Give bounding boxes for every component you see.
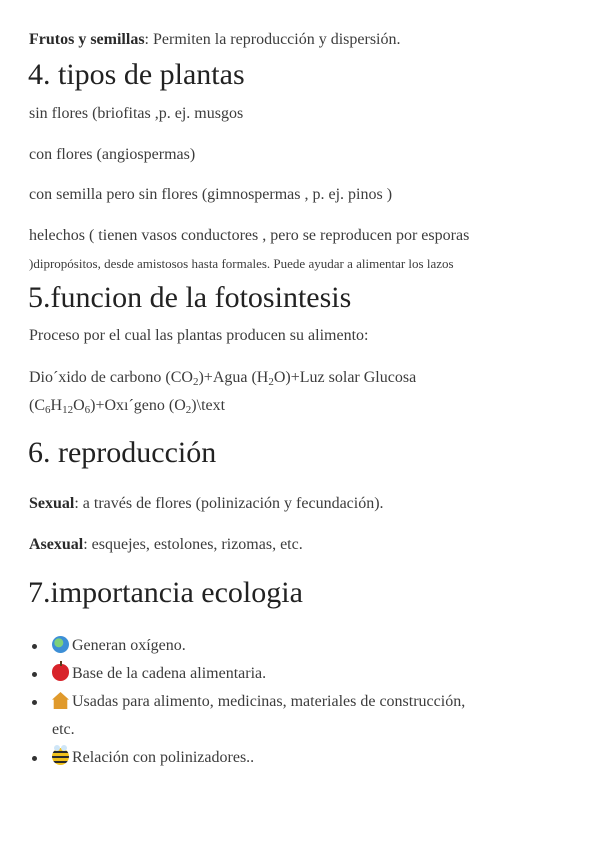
formula-line-2: $(C_6H_{12}O_6)+Oxı´geno$ $(O_2)\backslash text$ bbox=[29, 397, 226, 416]
intro-bold: Frutos y semillas bbox=[29, 31, 145, 48]
list-item: Usadas para alimento, medicinas, materiales de construcción, bbox=[32, 688, 465, 716]
photosynthesis-text: Proceso por el cual las plantas producen su alimento: bbox=[29, 327, 369, 344]
section-5-heading: 5.funcion de la fotosintesis bbox=[28, 281, 352, 314]
plant-type-line-3: con semilla pero sin flores (gimnospermas , p. ej. pinos ) bbox=[29, 186, 393, 203]
plant-type-line-1: sin flores (briofitas ,p. ej. musgos bbox=[29, 105, 244, 122]
list-item: Base de la cadena alimentaria. bbox=[32, 660, 465, 688]
intro-text: : Permiten la reproducción y dispersión. bbox=[144, 31, 401, 48]
section-4-heading: 4. tipos de plantas bbox=[28, 58, 245, 91]
apple-icon bbox=[52, 664, 69, 681]
list-item: Generan oxígeno. bbox=[32, 632, 465, 660]
reproduction-sexual: Sexual: a través de flores (polinización y fecundación). bbox=[29, 495, 384, 512]
formula-line-1: Dio´xido de carbono $(CO_2)+Agua$ $(H_2O)+Luz$ solar Glucosa bbox=[29, 369, 417, 388]
plant-type-line-2: con flores (angiospermas) bbox=[29, 146, 196, 163]
section-6-heading: 6. reproducción bbox=[28, 436, 217, 469]
intro-paragraph bbox=[29, 30, 400, 50]
hut-icon bbox=[52, 692, 69, 709]
list-item-continuation: etc. bbox=[52, 721, 75, 738]
bee-icon bbox=[52, 748, 69, 765]
importance-list bbox=[32, 632, 465, 772]
globe-icon bbox=[52, 636, 69, 653]
reproduction-asexual: Asexual: esquejes, estolones, rizomas, etc. bbox=[29, 536, 303, 553]
section-7-heading: 7.importancia ecologia bbox=[28, 576, 303, 609]
list-item: Relación con polinizadores.. bbox=[32, 744, 465, 772]
overflow-line: )dipropósitos, desde amistosos hasta formales. Puede ayudar a alimentar los lazos bbox=[29, 256, 454, 271]
plant-type-line-4: helechos ( tienen vasos conductores , pero se reproducen por esporas bbox=[29, 227, 470, 244]
